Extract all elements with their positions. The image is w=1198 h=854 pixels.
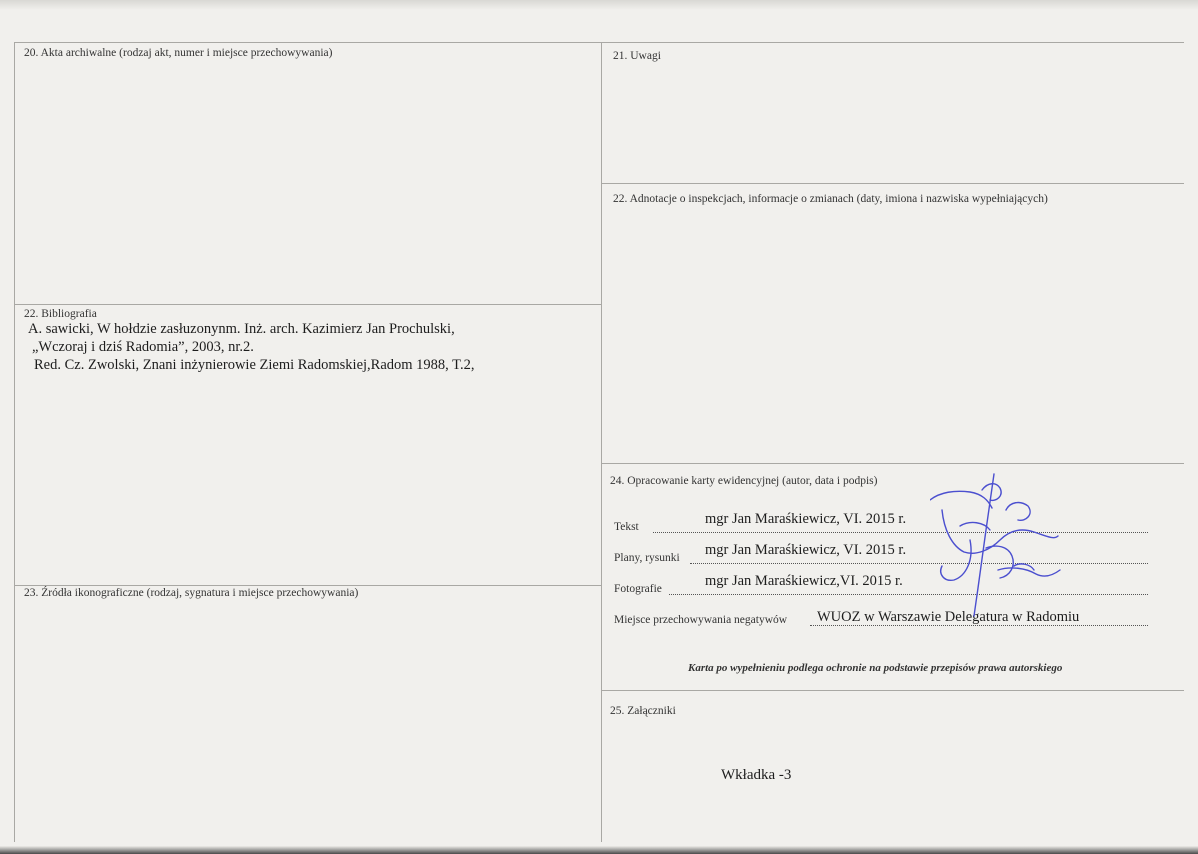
middle-rule <box>601 42 602 842</box>
attachment-value: Wkładka -3 <box>721 767 792 783</box>
plany-rysunki-value: mgr Jan Maraśkiewicz, VI. 2015 r. <box>705 542 907 558</box>
rule-22-23 <box>14 585 601 586</box>
fotografie-value: mgr Jan Maraśkiewicz,VI. 2015 r. <box>705 573 903 589</box>
negatives-label: Miejsce przechowywania negatywów <box>614 614 788 626</box>
top-rule <box>14 42 1184 43</box>
bibliography-entries <box>28 320 474 374</box>
section-24-label: 24. Opracowanie karty ewidencyjnej (autor, data i podpis) <box>610 475 878 487</box>
tekst-dotted-line <box>653 532 1148 533</box>
page-top-edge <box>0 0 1198 10</box>
section-23-label: 23. Źródła ikonograficzne (rodzaj, sygnatura i miejsce przechowywania) <box>24 587 359 599</box>
bibliography-line: A. sawicki, W hołdzie zasłuzonynm. Inż. arch. Kazimierz Jan Prochulski, <box>28 321 455 337</box>
rule-21-22 <box>601 183 1184 184</box>
section-20-label: 20. Akta archiwalne (rodzaj akt, numer i miejsce przechowywania) <box>24 47 333 59</box>
rule-20-22 <box>14 304 601 305</box>
left-rule <box>14 42 15 842</box>
fotografie-label: Fotografie <box>614 583 662 595</box>
page-bottom-edge <box>0 846 1198 854</box>
section-25-label: 25. Załączniki <box>610 705 676 717</box>
rule-22-24 <box>601 463 1184 464</box>
plany-rysunki-dotted-line <box>690 563 1148 564</box>
section-22-annotations-label: 22. Adnotacje o inspekcjach, informacje o zmianach (daty, imiona i nazwiska wypełniających) <box>613 193 1048 205</box>
section-22-bibliography-label: 22. Bibliografia <box>24 308 97 320</box>
copyright-note: Karta po wypełnieniu podlega ochronie na podstawie przepisów prawa autorskiego <box>688 662 1063 674</box>
plany-rysunki-label: Plany, rysunki <box>614 552 680 564</box>
tekst-label: Tekst <box>614 521 639 533</box>
fotografie-dotted-line <box>669 594 1148 595</box>
section-21-label: 21. Uwagi <box>613 50 661 62</box>
negatives-value: WUOZ w Warszawie Delegatura w Radomiu <box>817 609 1080 625</box>
tekst-value: mgr Jan Maraśkiewicz, VI. 2015 r. <box>705 511 907 527</box>
handwritten-signature <box>930 470 1070 620</box>
bibliography-line: „Wczoraj i dziś Radomia”, 2003, nr.2. <box>32 339 254 355</box>
bibliography-line: Red. Cz. Zwolski, Znani inżynierowie Ziemi Radomskiej,Radom 1988, T.2, <box>34 357 475 373</box>
rule-24-25 <box>601 690 1184 691</box>
